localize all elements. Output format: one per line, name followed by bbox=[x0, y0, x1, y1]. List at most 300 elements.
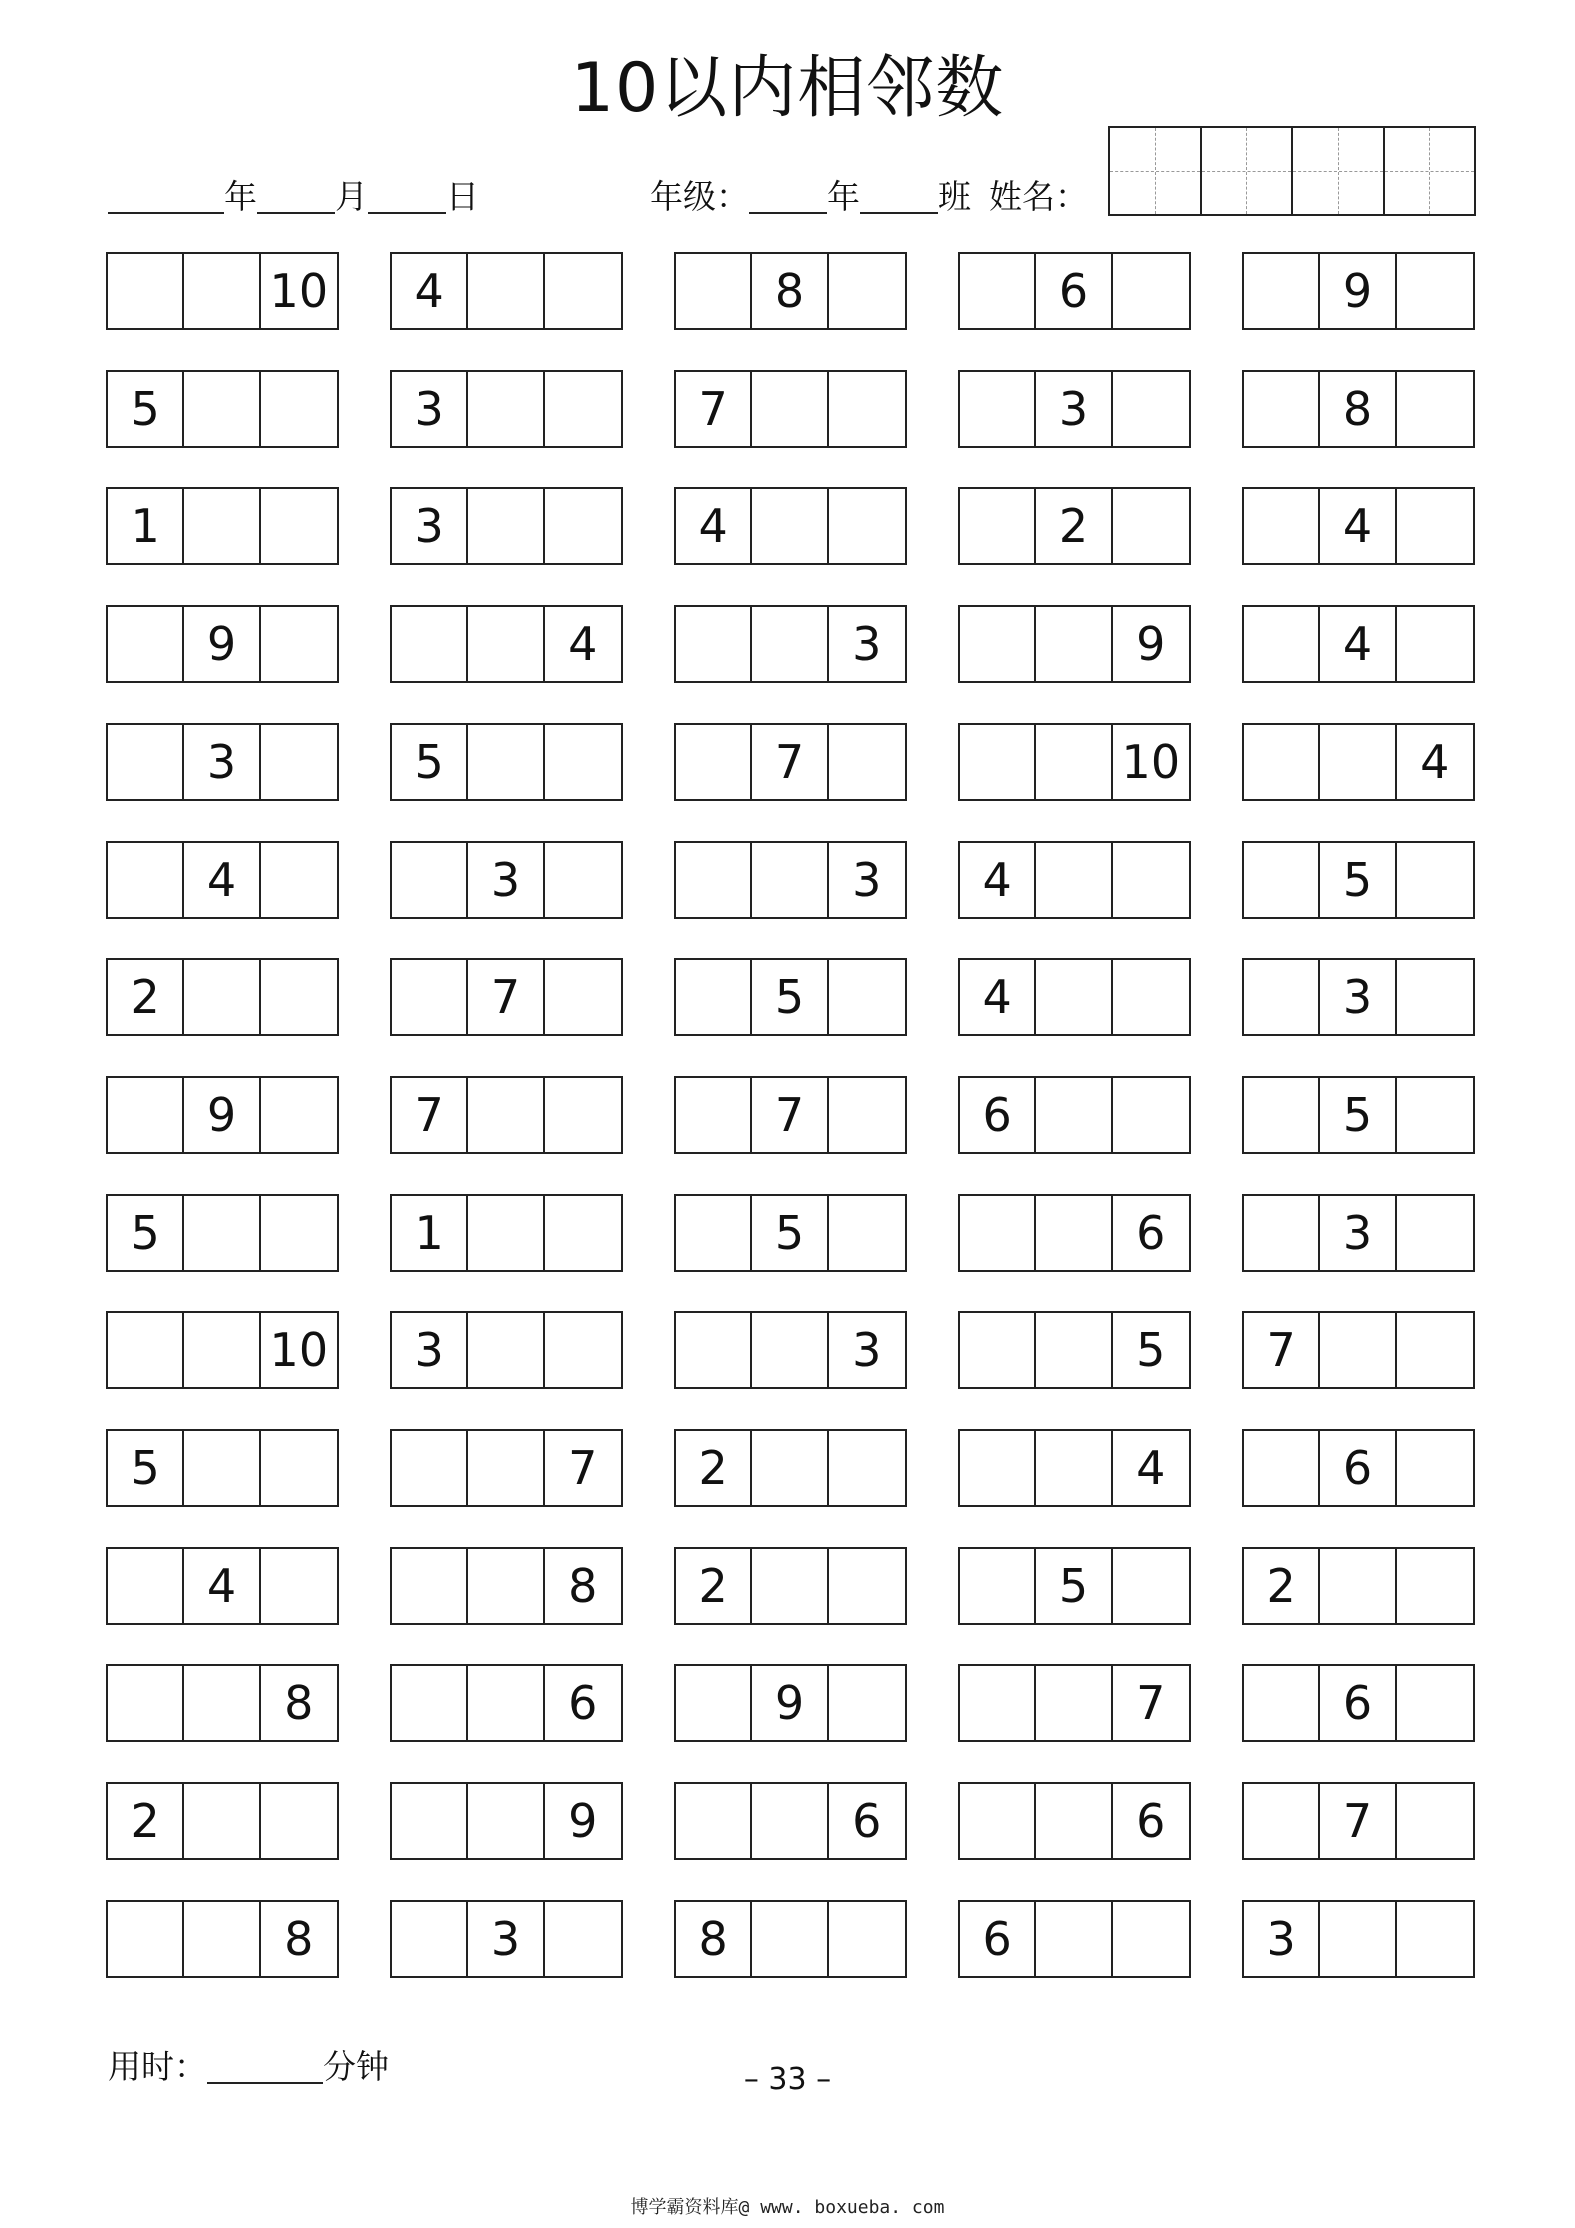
answer-cell[interactable] bbox=[1397, 372, 1473, 446]
given-number-cell: 5 bbox=[752, 960, 828, 1034]
answer-cell[interactable] bbox=[108, 1078, 184, 1152]
number-sequence-box bbox=[390, 1194, 623, 1272]
number-sequence-box bbox=[106, 1311, 339, 1389]
number-sequence-box bbox=[106, 723, 339, 801]
number-sequence-box bbox=[958, 1900, 1191, 1978]
answer-cell[interactable] bbox=[1244, 1196, 1320, 1270]
answer-cell[interactable] bbox=[261, 1549, 337, 1623]
answer-cell[interactable] bbox=[545, 1196, 621, 1270]
number-sequence-box bbox=[1242, 1194, 1475, 1272]
answer-cell[interactable] bbox=[1036, 843, 1112, 917]
answer-cell[interactable] bbox=[545, 725, 621, 799]
number-sequence-box bbox=[674, 1547, 907, 1625]
given-number-cell: 9 bbox=[184, 607, 260, 681]
answer-cell[interactable] bbox=[1244, 1078, 1320, 1152]
answer-cell[interactable] bbox=[261, 489, 337, 563]
given-number-cell: 3 bbox=[392, 1313, 468, 1387]
answer-cell[interactable] bbox=[468, 725, 544, 799]
answer-cell[interactable] bbox=[468, 1666, 544, 1740]
answer-cell[interactable] bbox=[184, 254, 260, 328]
answer-cell[interactable] bbox=[1113, 372, 1189, 446]
answer-cell[interactable] bbox=[1397, 1784, 1473, 1858]
answer-cell[interactable] bbox=[1397, 1313, 1473, 1387]
number-sequence-box bbox=[1242, 1900, 1475, 1978]
answer-cell[interactable] bbox=[829, 960, 905, 1034]
given-number-cell: 2 bbox=[108, 1784, 184, 1858]
given-number-cell: 1 bbox=[108, 489, 184, 563]
number-sequence-box bbox=[106, 1900, 339, 1978]
answer-cell[interactable] bbox=[829, 372, 905, 446]
number-sequence-box bbox=[106, 252, 339, 330]
answer-cell[interactable] bbox=[468, 1431, 544, 1505]
answer-cell[interactable] bbox=[1397, 843, 1473, 917]
answer-cell[interactable] bbox=[1244, 489, 1320, 563]
answer-cell[interactable] bbox=[1397, 607, 1473, 681]
number-sequence-box bbox=[958, 841, 1191, 919]
given-number-cell: 6 bbox=[1136, 1794, 1166, 1848]
answer-cell[interactable] bbox=[392, 1902, 468, 1976]
number-sequence-box bbox=[1242, 1782, 1475, 1860]
number-sequence-box bbox=[106, 370, 339, 448]
answer-cell[interactable] bbox=[392, 1666, 468, 1740]
given-number-cell: 5 bbox=[1320, 1078, 1396, 1152]
answer-cell[interactable] bbox=[752, 1313, 828, 1387]
answer-cell[interactable] bbox=[1036, 1666, 1112, 1740]
answer-cell[interactable] bbox=[108, 254, 184, 328]
number-sequence-box bbox=[958, 1547, 1191, 1625]
answer-cell[interactable] bbox=[829, 254, 905, 328]
answer-cell[interactable] bbox=[829, 1078, 905, 1152]
answer-cell[interactable] bbox=[1320, 725, 1396, 799]
answer-cell[interactable] bbox=[1036, 1784, 1112, 1858]
given-number-cell: 7 bbox=[1320, 1784, 1396, 1858]
number-sequence-box bbox=[1242, 370, 1475, 448]
answer-cell[interactable] bbox=[184, 372, 260, 446]
given-number-cell: 2 bbox=[1244, 1549, 1320, 1623]
answer-cell[interactable] bbox=[108, 1902, 184, 1976]
answer-cell[interactable] bbox=[1320, 1902, 1396, 1976]
answer-cell[interactable] bbox=[468, 372, 544, 446]
answer-cell[interactable] bbox=[468, 1196, 544, 1270]
given-number-cell: 4 bbox=[184, 843, 260, 917]
number-sequence-box bbox=[106, 487, 339, 565]
answer-cell[interactable] bbox=[829, 725, 905, 799]
answer-cell[interactable] bbox=[1036, 1313, 1112, 1387]
answer-cell[interactable] bbox=[1113, 843, 1189, 917]
number-sequence-box bbox=[674, 841, 907, 919]
number-sequence-box bbox=[1242, 1076, 1475, 1154]
number-sequence-box bbox=[390, 1429, 623, 1507]
answer-cell[interactable] bbox=[545, 1313, 621, 1387]
answer-cell[interactable] bbox=[1113, 254, 1189, 328]
answer-cell[interactable] bbox=[392, 1431, 468, 1505]
given-number-cell: 3 bbox=[1320, 960, 1396, 1034]
given-number-cell: 5 bbox=[108, 1196, 184, 1270]
number-sequence-box bbox=[1242, 1429, 1475, 1507]
answer-cell[interactable] bbox=[1113, 1549, 1189, 1623]
month-label: 月 bbox=[335, 177, 368, 216]
number-sequence-box bbox=[390, 1547, 623, 1625]
number-sequence-box bbox=[958, 1664, 1191, 1742]
given-number-cell: 3 bbox=[1320, 1196, 1396, 1270]
given-number-cell: 2 bbox=[108, 960, 184, 1034]
answer-cell[interactable] bbox=[261, 1078, 337, 1152]
watermark-text: 博学霸资料库@ www. boxueba. com bbox=[630, 2197, 945, 2218]
answer-cell[interactable] bbox=[676, 1313, 752, 1387]
answer-cell[interactable] bbox=[1244, 254, 1320, 328]
answer-cell[interactable] bbox=[545, 1078, 621, 1152]
number-sequence-box bbox=[674, 958, 907, 1036]
answer-cell[interactable] bbox=[261, 960, 337, 1034]
answer-cell[interactable] bbox=[1036, 960, 1112, 1034]
given-number-cell: 7 bbox=[1244, 1313, 1320, 1387]
answer-cell[interactable] bbox=[1036, 1078, 1112, 1152]
answer-cell[interactable] bbox=[1036, 1431, 1112, 1505]
answer-cell[interactable] bbox=[392, 960, 468, 1034]
number-sequence-box bbox=[390, 958, 623, 1036]
number-sequence-box bbox=[106, 1076, 339, 1154]
answer-cell[interactable] bbox=[468, 1784, 544, 1858]
answer-cell[interactable] bbox=[960, 1549, 1036, 1623]
answer-cell[interactable] bbox=[676, 725, 752, 799]
answer-cell[interactable] bbox=[1244, 1666, 1320, 1740]
number-sequence-box bbox=[390, 1782, 623, 1860]
answer-cell[interactable] bbox=[1244, 372, 1320, 446]
given-number-cell: 9 bbox=[568, 1794, 598, 1848]
number-sequence-box bbox=[390, 605, 623, 683]
number-sequence-box bbox=[674, 370, 907, 448]
given-number-cell: 4 bbox=[1136, 1441, 1166, 1495]
answer-cell[interactable] bbox=[960, 725, 1036, 799]
number-sequence-box bbox=[958, 958, 1191, 1036]
answer-cell[interactable] bbox=[261, 372, 337, 446]
number-sequence-box bbox=[674, 1429, 907, 1507]
number-sequence-box bbox=[1242, 487, 1475, 565]
answer-cell[interactable] bbox=[468, 1549, 544, 1623]
answer-cell[interactable] bbox=[545, 254, 621, 328]
given-number-cell: 8 bbox=[1320, 372, 1396, 446]
answer-cell[interactable] bbox=[1244, 725, 1320, 799]
number-sequence-box bbox=[390, 1900, 623, 1978]
given-number-cell: 6 bbox=[960, 1902, 1036, 1976]
given-number-cell: 4 bbox=[960, 843, 1036, 917]
answer-cell[interactable] bbox=[960, 607, 1036, 681]
name-label: 姓名： bbox=[989, 177, 1088, 216]
given-number-cell: 6 bbox=[960, 1078, 1036, 1152]
answer-cell[interactable] bbox=[392, 843, 468, 917]
given-number-cell: 6 bbox=[1320, 1666, 1396, 1740]
number-sequence-box bbox=[1242, 958, 1475, 1036]
number-sequence-box bbox=[674, 1311, 907, 1389]
answer-cell[interactable] bbox=[1397, 254, 1473, 328]
number-sequence-box bbox=[1242, 723, 1475, 801]
answer-cell[interactable] bbox=[184, 489, 260, 563]
given-number-cell: 7 bbox=[568, 1441, 598, 1495]
number-sequence-box bbox=[106, 1547, 339, 1625]
given-number-cell: 5 bbox=[1320, 843, 1396, 917]
given-number-cell: 3 bbox=[392, 372, 468, 446]
number-sequence-box bbox=[1242, 841, 1475, 919]
given-number-cell: 6 bbox=[1036, 254, 1112, 328]
answer-cell[interactable] bbox=[184, 1196, 260, 1270]
given-number-cell: 2 bbox=[676, 1431, 752, 1505]
answer-cell[interactable] bbox=[261, 1784, 337, 1858]
given-number-cell: 8 bbox=[752, 254, 828, 328]
given-number-cell: 7 bbox=[752, 725, 828, 799]
number-sequence-box bbox=[674, 1076, 907, 1154]
given-number-cell: 4 bbox=[568, 617, 598, 671]
given-number-cell: 4 bbox=[1320, 489, 1396, 563]
given-number-cell: 4 bbox=[392, 254, 468, 328]
number-sequence-box bbox=[958, 370, 1191, 448]
answer-cell[interactable] bbox=[752, 1549, 828, 1623]
number-sequence-box bbox=[958, 252, 1191, 330]
given-number-cell: 3 bbox=[392, 489, 468, 563]
given-number-cell: 5 bbox=[1036, 1549, 1112, 1623]
given-number-cell: 5 bbox=[1136, 1323, 1166, 1377]
answer-cell[interactable] bbox=[1397, 1666, 1473, 1740]
year-label: 年 bbox=[224, 177, 257, 216]
answer-cell[interactable] bbox=[1244, 960, 1320, 1034]
answer-cell[interactable] bbox=[829, 1666, 905, 1740]
answer-cell[interactable] bbox=[468, 254, 544, 328]
answer-cell[interactable] bbox=[960, 489, 1036, 563]
time-unit: 分钟 bbox=[323, 2047, 389, 2086]
answer-cell[interactable] bbox=[676, 1666, 752, 1740]
given-number-cell: 9 bbox=[184, 1078, 260, 1152]
number-sequence-box bbox=[958, 1311, 1191, 1389]
answer-cell[interactable] bbox=[960, 1431, 1036, 1505]
number-sequence-box bbox=[958, 487, 1191, 565]
number-sequence-box bbox=[958, 1429, 1191, 1507]
given-number-cell: 3 bbox=[852, 1323, 882, 1377]
answer-cell[interactable] bbox=[184, 960, 260, 1034]
number-sequence-box bbox=[1242, 1664, 1475, 1742]
given-number-cell: 2 bbox=[1036, 489, 1112, 563]
answer-cell[interactable] bbox=[960, 1196, 1036, 1270]
given-number-cell: 10 bbox=[1121, 735, 1181, 789]
answer-cell[interactable] bbox=[1036, 607, 1112, 681]
given-number-cell: 9 bbox=[752, 1666, 828, 1740]
answer-cell[interactable] bbox=[184, 1784, 260, 1858]
answer-cell[interactable] bbox=[468, 1078, 544, 1152]
number-sequence-box bbox=[1242, 1311, 1475, 1389]
answer-cell[interactable] bbox=[676, 607, 752, 681]
answer-cell[interactable] bbox=[468, 607, 544, 681]
answer-cell[interactable] bbox=[676, 843, 752, 917]
answer-cell[interactable] bbox=[676, 960, 752, 1034]
answer-cell[interactable] bbox=[960, 372, 1036, 446]
answer-cell[interactable] bbox=[1397, 1902, 1473, 1976]
answer-cell[interactable] bbox=[261, 1196, 337, 1270]
given-number-cell: 8 bbox=[568, 1559, 598, 1613]
number-sequence-box bbox=[106, 1429, 339, 1507]
answer-cell[interactable] bbox=[1244, 1784, 1320, 1858]
answer-cell[interactable] bbox=[960, 1313, 1036, 1387]
time-label: 用时： bbox=[108, 2047, 207, 2086]
answer-cell[interactable] bbox=[545, 960, 621, 1034]
number-sequence-box bbox=[390, 1076, 623, 1154]
number-sequence-box bbox=[674, 1900, 907, 1978]
answer-cell[interactable] bbox=[1397, 1431, 1473, 1505]
given-number-cell: 7 bbox=[468, 960, 544, 1034]
number-sequence-box bbox=[390, 841, 623, 919]
answer-cell[interactable] bbox=[1113, 489, 1189, 563]
answer-cell[interactable] bbox=[752, 1784, 828, 1858]
number-sequence-box bbox=[106, 841, 339, 919]
answer-cell[interactable] bbox=[1113, 960, 1189, 1034]
answer-cell[interactable] bbox=[829, 1196, 905, 1270]
answer-cell[interactable] bbox=[545, 372, 621, 446]
page-number: – 33 – bbox=[743, 2062, 832, 2097]
answer-cell[interactable] bbox=[1036, 1902, 1112, 1976]
grade-label: 年级： bbox=[650, 177, 749, 216]
answer-cell[interactable] bbox=[960, 1784, 1036, 1858]
answer-cell[interactable] bbox=[1244, 843, 1320, 917]
answer-cell[interactable] bbox=[829, 1549, 905, 1623]
given-number-cell: 2 bbox=[676, 1549, 752, 1623]
number-sequence-box bbox=[390, 487, 623, 565]
answer-cell[interactable] bbox=[108, 607, 184, 681]
number-sequence-box bbox=[958, 723, 1191, 801]
answer-cell[interactable] bbox=[184, 1431, 260, 1505]
answer-cell[interactable] bbox=[1244, 607, 1320, 681]
grade-year-label: 年 bbox=[827, 177, 860, 216]
answer-cell[interactable] bbox=[960, 1666, 1036, 1740]
number-sequence-box bbox=[390, 370, 623, 448]
answer-cell[interactable] bbox=[676, 1196, 752, 1270]
number-sequence-box bbox=[1242, 1547, 1475, 1625]
answer-cell[interactable] bbox=[108, 1549, 184, 1623]
given-number-cell: 9 bbox=[1136, 617, 1166, 671]
answer-cell[interactable] bbox=[1113, 1902, 1189, 1976]
answer-cell[interactable] bbox=[261, 725, 337, 799]
given-number-cell: 3 bbox=[468, 1902, 544, 1976]
day-label: 日 bbox=[446, 177, 479, 216]
answer-cell[interactable] bbox=[392, 607, 468, 681]
answer-cell[interactable] bbox=[752, 1902, 828, 1976]
number-sequence-box bbox=[674, 487, 907, 565]
answer-cell[interactable] bbox=[184, 1313, 260, 1387]
answer-cell[interactable] bbox=[676, 1784, 752, 1858]
answer-cell[interactable] bbox=[1036, 1196, 1112, 1270]
answer-cell[interactable] bbox=[752, 372, 828, 446]
answer-cell[interactable] bbox=[1036, 725, 1112, 799]
given-number-cell: 3 bbox=[852, 617, 882, 671]
answer-cell[interactable] bbox=[108, 725, 184, 799]
given-number-cell: 5 bbox=[752, 1196, 828, 1270]
answer-cell[interactable] bbox=[1397, 1078, 1473, 1152]
number-sequence-box bbox=[674, 1194, 907, 1272]
answer-cell[interactable] bbox=[1397, 1549, 1473, 1623]
number-sequence-box bbox=[390, 252, 623, 330]
answer-cell[interactable] bbox=[261, 607, 337, 681]
given-number-cell: 4 bbox=[184, 1549, 260, 1623]
answer-cell[interactable] bbox=[752, 607, 828, 681]
answer-cell[interactable] bbox=[752, 1431, 828, 1505]
given-number-cell: 9 bbox=[1320, 254, 1396, 328]
answer-cell[interactable] bbox=[392, 1549, 468, 1623]
answer-cell[interactable] bbox=[1113, 1078, 1189, 1152]
given-number-cell: 5 bbox=[108, 372, 184, 446]
number-sequence-box bbox=[390, 1311, 623, 1389]
answer-cell[interactable] bbox=[676, 254, 752, 328]
answer-cell[interactable] bbox=[184, 1902, 260, 1976]
number-sequence-box bbox=[1242, 252, 1475, 330]
number-sequence-box bbox=[106, 1664, 339, 1742]
answer-cell[interactable] bbox=[545, 843, 621, 917]
answer-cell[interactable] bbox=[261, 843, 337, 917]
given-number-cell: 3 bbox=[1244, 1902, 1320, 1976]
answer-cell[interactable] bbox=[1320, 1549, 1396, 1623]
answer-cell[interactable] bbox=[1397, 960, 1473, 1034]
number-sequence-box bbox=[106, 1782, 339, 1860]
answer-cell[interactable] bbox=[108, 843, 184, 917]
given-number-cell: 10 bbox=[269, 1323, 329, 1377]
given-number-cell: 3 bbox=[184, 725, 260, 799]
number-sequence-box bbox=[106, 1194, 339, 1272]
given-number-cell: 3 bbox=[468, 843, 544, 917]
given-number-cell: 7 bbox=[752, 1078, 828, 1152]
answer-cell[interactable] bbox=[468, 1313, 544, 1387]
given-number-cell: 8 bbox=[284, 1676, 314, 1730]
class-label: 班 bbox=[938, 177, 971, 216]
answer-cell[interactable] bbox=[1320, 1313, 1396, 1387]
answer-cell[interactable] bbox=[392, 1784, 468, 1858]
given-number-cell: 7 bbox=[392, 1078, 468, 1152]
answer-cell[interactable] bbox=[545, 1902, 621, 1976]
answer-cell[interactable] bbox=[1244, 1431, 1320, 1505]
answer-cell[interactable] bbox=[184, 1666, 260, 1740]
given-number-cell: 3 bbox=[1036, 372, 1112, 446]
answer-cell[interactable] bbox=[1397, 489, 1473, 563]
answer-cell[interactable] bbox=[108, 1666, 184, 1740]
number-sequence-box bbox=[958, 1076, 1191, 1154]
given-number-cell: 1 bbox=[392, 1196, 468, 1270]
given-number-cell: 6 bbox=[1320, 1431, 1396, 1505]
answer-cell[interactable] bbox=[676, 1078, 752, 1152]
answer-cell[interactable] bbox=[752, 489, 828, 563]
given-number-cell: 6 bbox=[852, 1794, 882, 1848]
answer-cell[interactable] bbox=[960, 254, 1036, 328]
number-sequence-box bbox=[958, 1782, 1191, 1860]
given-number-cell: 4 bbox=[1320, 607, 1396, 681]
answer-cell[interactable] bbox=[752, 843, 828, 917]
given-number-cell: 8 bbox=[676, 1902, 752, 1976]
number-sequence-box bbox=[106, 958, 339, 1036]
given-number-cell: 7 bbox=[1136, 1676, 1166, 1730]
answer-cell[interactable] bbox=[829, 489, 905, 563]
answer-cell[interactable] bbox=[829, 1902, 905, 1976]
number-sequence-box bbox=[674, 252, 907, 330]
number-sequence-box bbox=[1242, 605, 1475, 683]
answer-cell[interactable] bbox=[261, 1431, 337, 1505]
given-number-cell: 7 bbox=[676, 372, 752, 446]
answer-cell[interactable] bbox=[108, 1313, 184, 1387]
answer-cell[interactable] bbox=[468, 489, 544, 563]
given-number-cell: 4 bbox=[960, 960, 1036, 1034]
number-sequence-box bbox=[674, 1664, 907, 1742]
answer-cell[interactable] bbox=[545, 489, 621, 563]
answer-cell[interactable] bbox=[829, 1431, 905, 1505]
number-sequence-box bbox=[390, 1664, 623, 1742]
answer-cell[interactable] bbox=[1397, 1196, 1473, 1270]
number-sequence-box bbox=[674, 723, 907, 801]
given-number-cell: 5 bbox=[108, 1431, 184, 1505]
number-sequence-box bbox=[958, 1194, 1191, 1272]
given-number-cell: 3 bbox=[852, 853, 882, 907]
given-number-cell: 4 bbox=[1420, 735, 1450, 789]
